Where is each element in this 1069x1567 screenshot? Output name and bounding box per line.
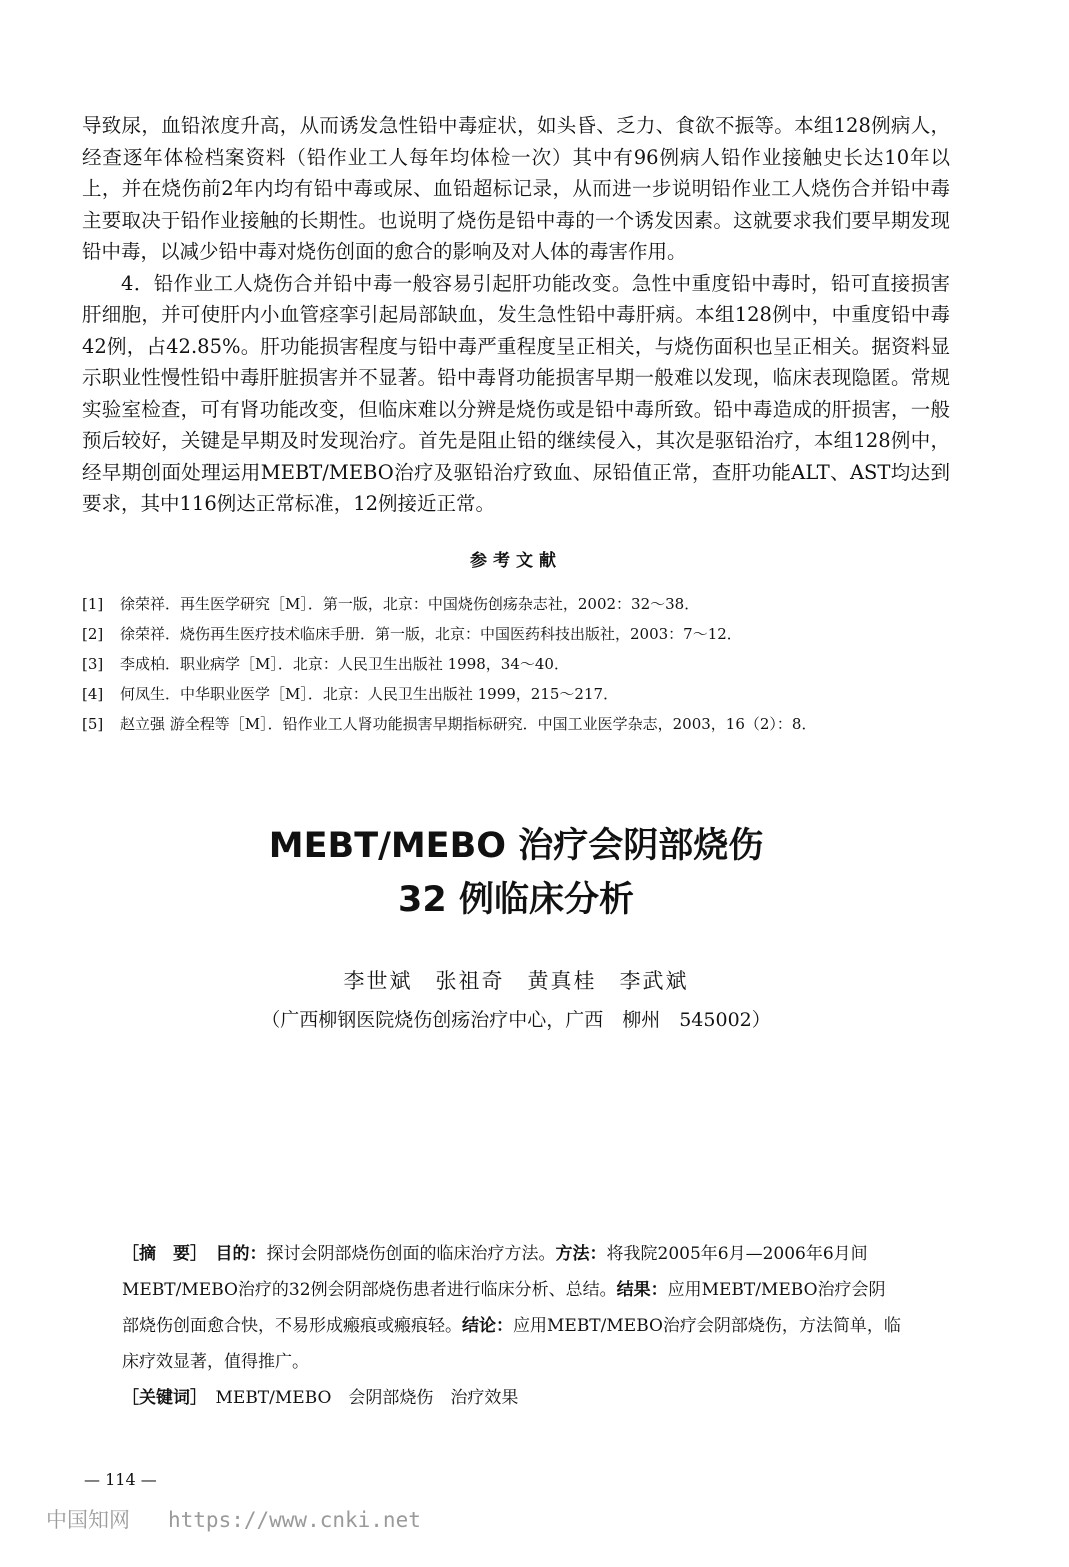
body-paragraph-1: 导致尿，血铅浓度升高，从而诱发急性铅中毒症状，如头昏、乏力、食欲不振等。本组128例病人，经查逐年体检档案资料（铅作业工人每年均体检一次）其中有96例病人铅作业接触史长达10年以上，并在烧伤前2年内均有铅中毒或尿、血铅超标记录，从而进一步说明铅作业工人烧伤合并铅中毒主要取决于铅作业接触的长期性。也说明了烧伤是铅中毒的一个诱发因素。这就要求我们要早期发现铅中毒，以减少铅中毒对烧伤创面的愈合的影响及对人体的毒害作用。 xyxy=(82,114,950,263)
result-label: 结果： xyxy=(616,1280,668,1300)
reference-number: [2] xyxy=(82,624,104,643)
reference-item xyxy=(82,589,950,619)
conclusion-text: 应用MEBT/MEBO治疗会阴部烧伤，方法简单，临床疗效显著，值得推广。 xyxy=(122,1316,901,1372)
abstract-text xyxy=(122,1236,902,1380)
watermark-brand: 中国知网 xyxy=(46,1508,130,1532)
body-paragraph-2: 4．铅作业工人烧伤合并铅中毒一般容易引起肝功能改变。急性中重度铅中毒时，铅可直接损害肝细胞，并可使肝内小血管痉挛引起局部缺血，发生急性铅中毒肝病。本组128例中，中重度铅中毒42例，占42.85%。肝功能损害程度与铅中毒严重程度呈正相关，与烧伤面积也呈正相关。据资料显示职业性慢性铅中毒肝脏损害并不显著。铅中毒肾功能损害早期一般难以发现，临床表现隐匿。常规实验室检查，可有肾功能改变，但临床难以分辨是烧伤或是铅中毒所致。铅中毒造成的肝损害，一般预后较好，关键是早期及时发现治疗。首先是阻止铅的继续侵入，其次是驱铅治疗，本组128例中，经早期创面处理运用MEBT/MEBO治疗及驱铅治疗致血、尿铅值正常，查肝功能ALT、AST均达到要求，其中116例达正常标准，12例接近正常。 xyxy=(82,271,950,515)
reference-text: 徐荣祥．烧伤再生医疗技术临床手册．第一版，北京：中国医药科技出版社，2003：7～12． xyxy=(120,624,742,643)
method-label: 方法： xyxy=(555,1244,607,1264)
reference-number: [5] xyxy=(82,714,104,733)
conclusion-label: 结论： xyxy=(462,1316,513,1336)
article-affiliation: （广西柳钢医院烧伤创疡治疗中心，广西 柳州 545002） xyxy=(261,1008,771,1031)
reference-text: 赵立强 游全程等［M］．铅作业工人肾功能损害早期指标研究．中国工业医学杂志，2003，16（2）：8． xyxy=(120,714,817,733)
article-title-line-1: MEBT/MEBO 治疗会阴部烧伤 xyxy=(268,825,764,866)
article-title-line-2: 32 例临床分析 xyxy=(398,879,634,920)
abstract-block xyxy=(122,1236,902,1416)
reference-text: 李成柏．职业病学［M］．北京：人民卫生出版社 1998，34～40． xyxy=(120,654,569,673)
article-title xyxy=(82,819,950,927)
watermark xyxy=(46,1504,421,1534)
keywords-text: MEBT/MEBO 会阴部烧伤 治疗效果 xyxy=(215,1388,519,1408)
references-list xyxy=(82,589,950,739)
reference-number: [3] xyxy=(82,654,104,673)
objective-label: 目的： xyxy=(215,1244,267,1264)
reference-item xyxy=(82,649,950,679)
abstract-label: ［摘 要］ xyxy=(122,1244,199,1264)
keywords-line xyxy=(122,1380,902,1416)
reference-number: [1] xyxy=(82,594,104,613)
reference-item xyxy=(82,619,950,649)
objective-text: 探讨会阴部烧伤创面的临床治疗方法。 xyxy=(266,1244,556,1264)
reference-text: 何凤生．中华职业医学［M］．北京：人民卫生出版社 1999，215～217． xyxy=(120,684,619,703)
page-body xyxy=(82,110,950,1032)
watermark-url: https://www.cnki.net xyxy=(168,1508,421,1532)
result-text: 应用MEBT/MEBO治疗会阴部烧伤创面愈合快，不易形成瘢痕或瘢痕轻。 xyxy=(122,1280,886,1336)
reference-item xyxy=(82,679,950,709)
reference-item xyxy=(82,709,950,739)
page-number: — 114 — xyxy=(84,1470,157,1489)
keywords-label: ［关键词］ xyxy=(122,1388,199,1408)
reference-text: 徐荣祥．再生医学研究［M］．第一版，北京：中国烧伤创疡杂志社，2002：32～38． xyxy=(120,594,700,613)
method-text: 将我院2005年6月—2006年6月间MEBT/MEBO治疗的32例会阴部烧伤患者进行临床分析、总结。 xyxy=(122,1244,868,1300)
article-authors: 李世斌 张祖奇 黄真桂 李武斌 xyxy=(343,968,689,993)
reference-number: [4] xyxy=(82,684,104,703)
references-heading: 参考文献 xyxy=(470,550,562,571)
